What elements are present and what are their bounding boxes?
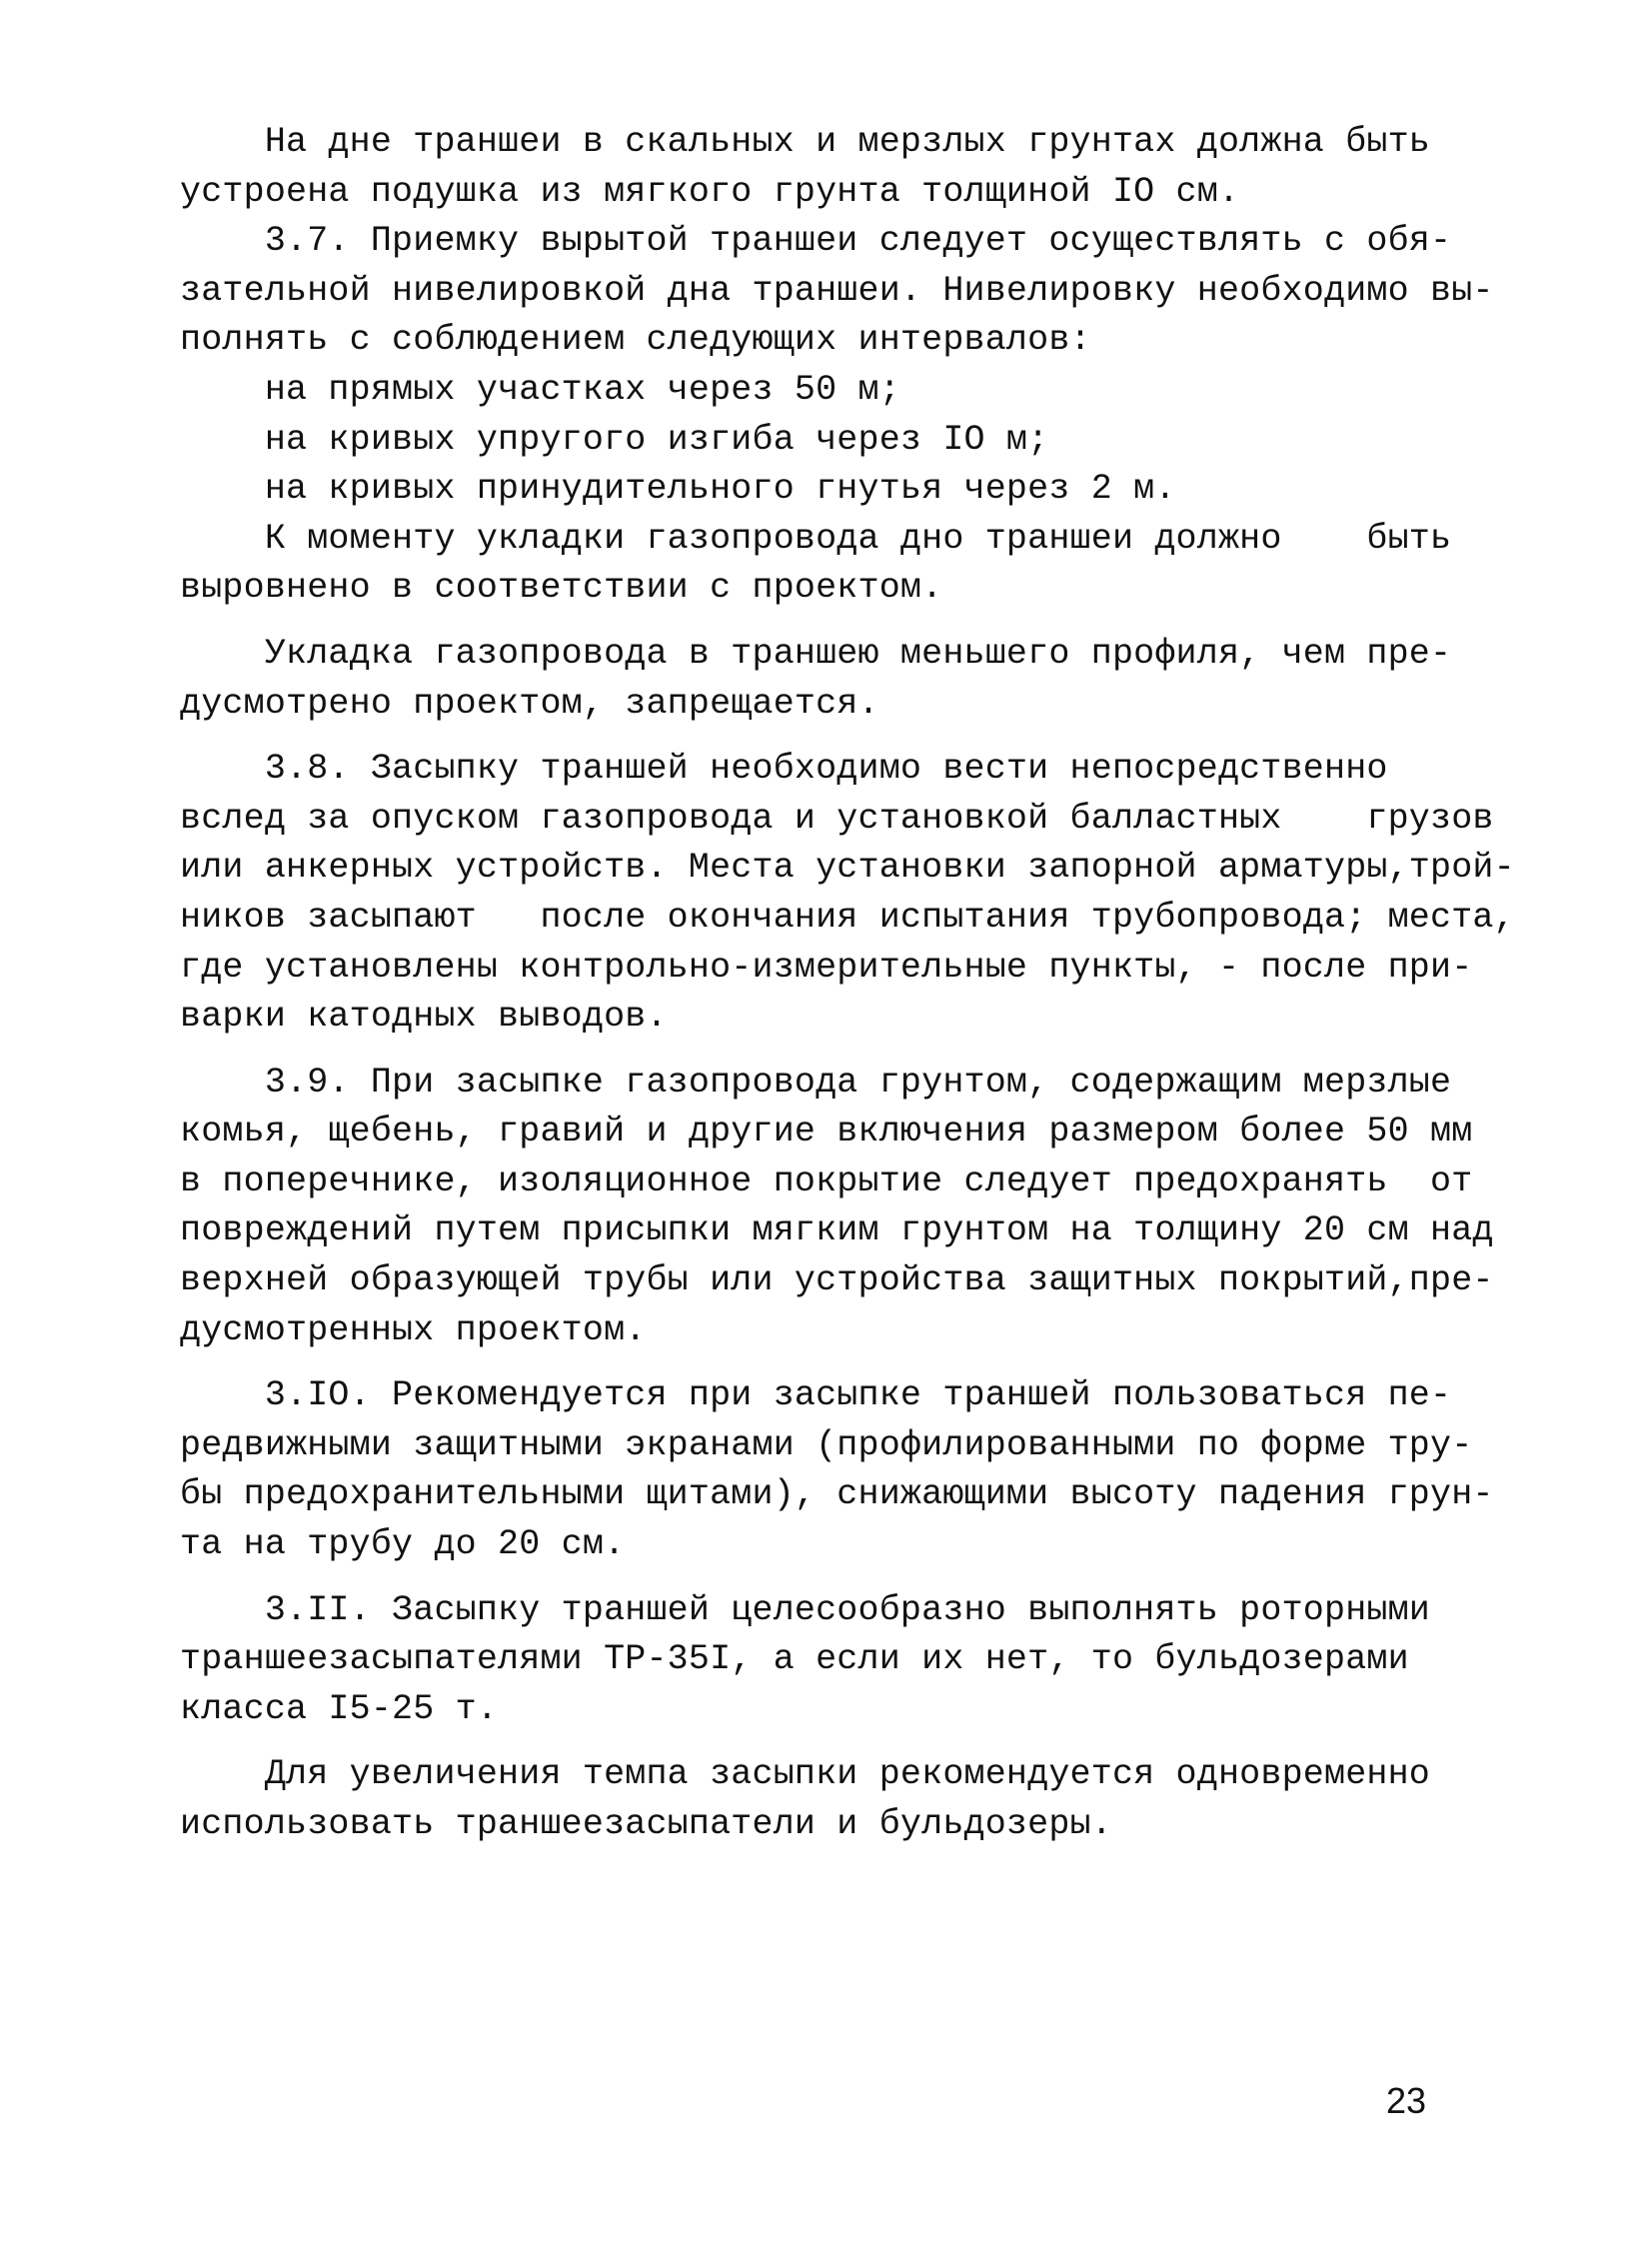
- text-line: варки катодных выводов.: [180, 997, 668, 1038]
- text-line: та на трубу до 20 см.: [180, 1524, 626, 1565]
- text-line: на прямых участках через 50 м;: [180, 369, 900, 410]
- text-line: повреждений путем присыпки мягким грунтом на толщину 20 см над: [180, 1210, 1494, 1251]
- text-line: К моменту укладки газопровода дно траншеи должно быть: [180, 518, 1452, 559]
- text-line: зательной нивелировкой дна траншеи. Нивелировку необходимо вы-: [180, 270, 1494, 311]
- text-line: комья, щебень, гравий и другие включения размером более 50 мм: [180, 1112, 1473, 1152]
- paragraph-gap: [180, 1570, 1469, 1586]
- paragraph-gap: [180, 1043, 1469, 1059]
- text-line: верхней образующей трубы или устройства защитных покрытий,пре-: [180, 1260, 1494, 1301]
- text-line: или анкерных устройств. Места установки запорной арматуры,трой-: [180, 848, 1515, 889]
- paragraph-gap: [180, 1355, 1469, 1371]
- text-line: 3.8. Засыпку траншей необходимо вести непосредственно: [180, 749, 1388, 790]
- text-line: 3.II. Засыпку траншей целесообразно выполнять роторными: [180, 1589, 1431, 1630]
- paragraph-gap: [180, 729, 1469, 745]
- text-line: ников засыпают после окончания испытания трубопровода; места,: [180, 897, 1515, 938]
- body-text: [180, 118, 1515, 1850]
- text-line: дусмотрено проектом, запрещается.: [180, 683, 879, 724]
- text-line: использовать траншеезасыпатели и бульдозеры.: [180, 1804, 1112, 1844]
- text-line: где установлены контрольно-измерительные пункты, - после при-: [180, 947, 1473, 988]
- text-line: На дне траншеи в скальных и мерзлых грунтах должна быть: [180, 122, 1431, 162]
- text-line: 3.9. При засыпке газопровода грунтом, содержащим мерзлые: [180, 1062, 1452, 1103]
- text-line: устроена подушка из мягкого грунта толщиной IO см.: [180, 171, 1240, 212]
- text-line: полнять с соблюдением следующих интервалов:: [180, 320, 1091, 361]
- text-line: Для увеличения темпа засыпки рекомендуется одновременно: [180, 1754, 1431, 1795]
- text-line: 3.7. Приемку вырытой траншеи следует осуществлять с обя-: [180, 221, 1452, 262]
- text-line: вслед за опуском газопровода и установкой балластных грузов: [180, 798, 1494, 839]
- text-line: дусмотренных проектом.: [180, 1309, 647, 1350]
- text-line: на кривых принудительного гнутья через 2 м.: [180, 469, 1176, 510]
- text-line: Укладка газопровода в траншею меньшего профиля, чем пре-: [180, 633, 1452, 674]
- page-number: 23: [1386, 2080, 1427, 2121]
- paragraph-gap: [180, 614, 1469, 630]
- text-line: на кривых упругого изгиба через IO м;: [180, 419, 1049, 460]
- text-line: выровнено в соответствии с проектом.: [180, 568, 943, 609]
- text-line: 3.IO. Рекомендуется при засыпке траншей пользоваться пе-: [180, 1375, 1452, 1416]
- paragraph-gap: [180, 1734, 1469, 1750]
- text-line: траншеезасыпателями ТР-35I, а если их нет, то бульдозерами: [180, 1639, 1409, 1680]
- text-line: бы предохранительными щитами), снижающими высоту падения грун-: [180, 1474, 1494, 1515]
- text-line: редвижными защитными экранами (профилированными по форме тру-: [180, 1424, 1473, 1465]
- text-line: класса I5-25 т.: [180, 1688, 499, 1729]
- text-line: в поперечнике, изоляционное покрытие следует предохранять от: [180, 1160, 1473, 1201]
